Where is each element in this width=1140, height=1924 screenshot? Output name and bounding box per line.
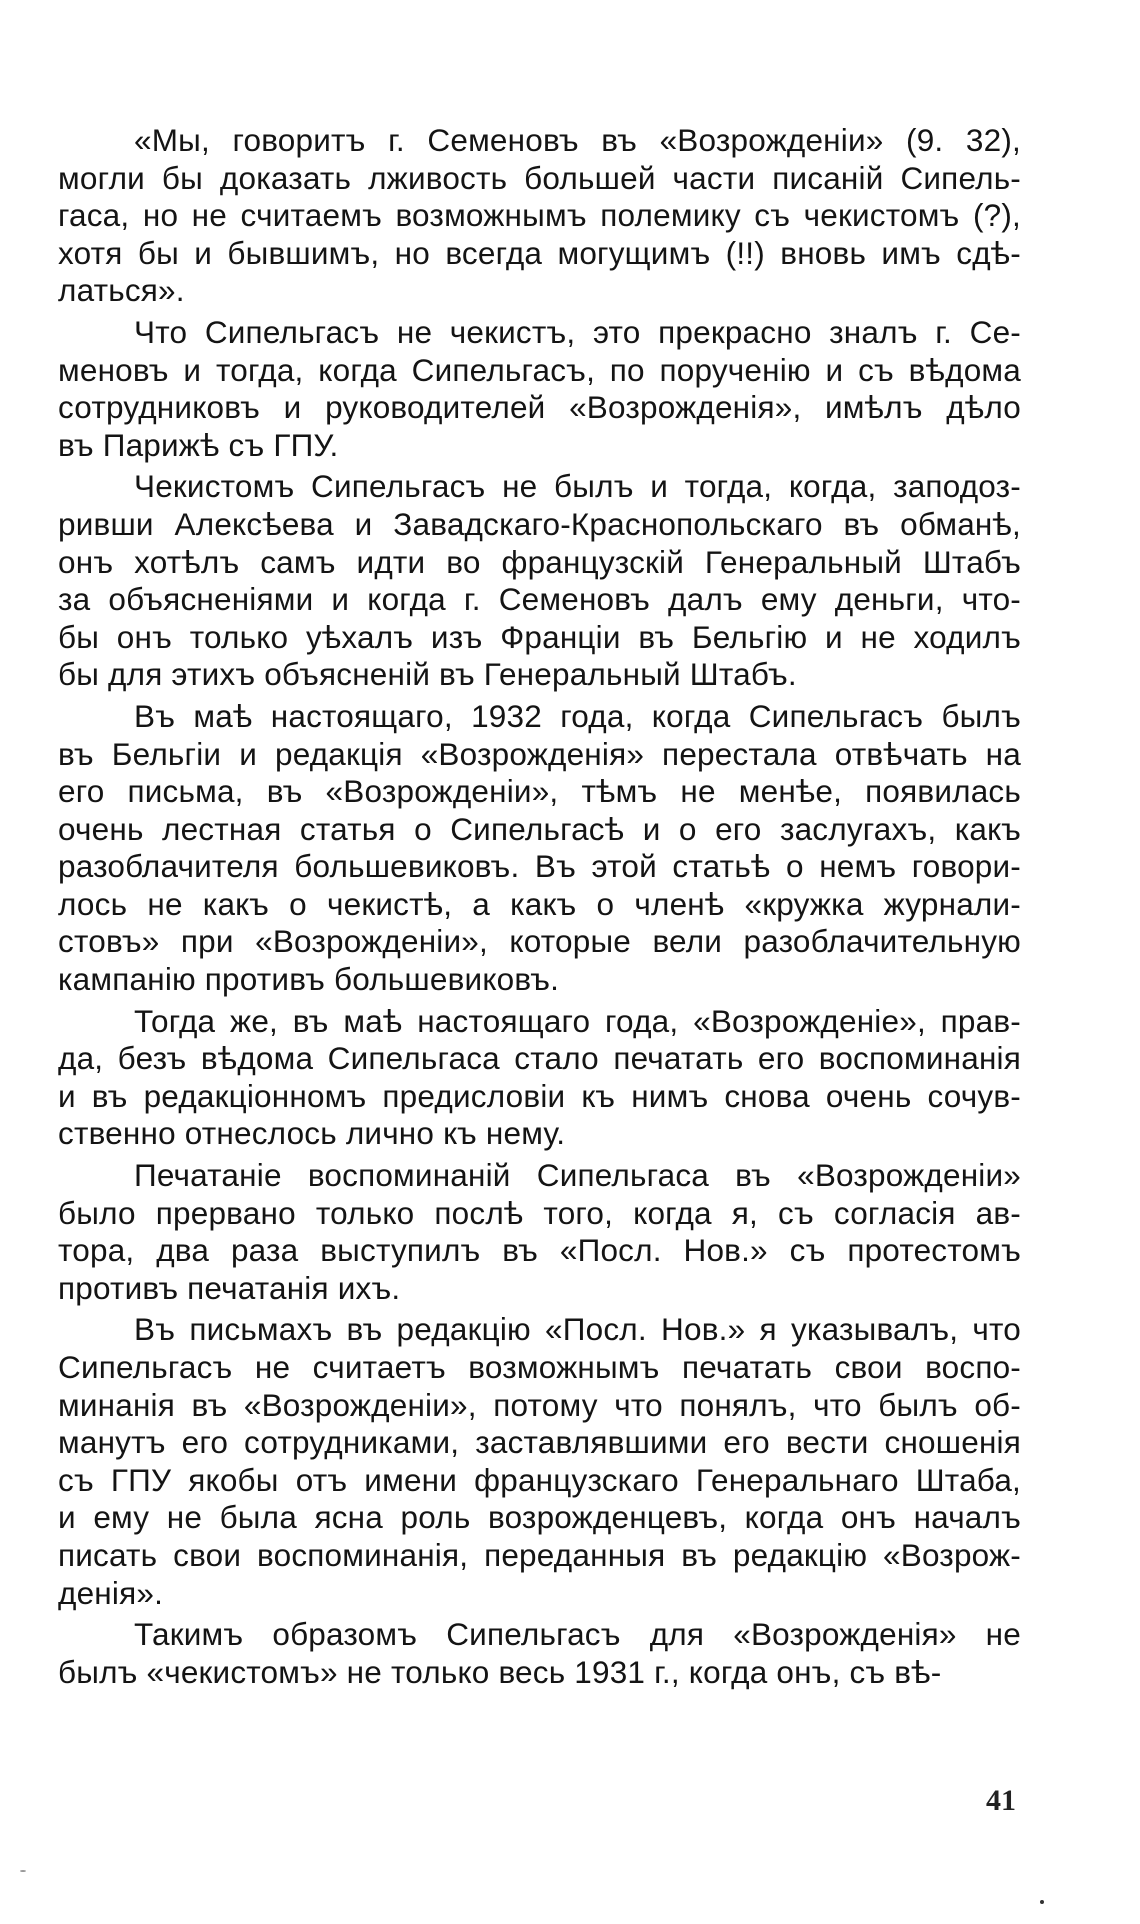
- scan-speck: [20, 1870, 26, 1872]
- text-line: латься».: [58, 272, 185, 309]
- text-line: сотрудниковъ и руководителей «Возрожденія», имѣлъ дѣло: [58, 389, 1021, 426]
- text-line: ривши Алексѣева и Завадскаго-Краснопольскаго въ обманѣ,: [58, 505, 1021, 542]
- text-line: и въ редакціонномъ предисловіи къ нимъ снова очень сочув-: [58, 1077, 1021, 1114]
- text-line: хотя бы и бывшимъ, но всегда могущимъ (!!) вновь имъ сдѣ-: [58, 234, 1021, 271]
- paragraph: [58, 1003, 1021, 1153]
- text-line: за объясненіями и когда г. Семеновъ далъ ему деньги, что-: [58, 581, 1021, 618]
- page-number: 41: [986, 1784, 1016, 1817]
- text-line: манутъ его сотрудниками, заставлявшими его вести сношенія: [58, 1424, 1021, 1461]
- text-line: меновъ и тогда, когда Сипельгасъ, по порученію и съ вѣдома: [58, 351, 1021, 388]
- text-line: противъ печатанія ихъ.: [58, 1269, 401, 1306]
- text-line: писать свои воспоминанія, переданныя въ редакцію «Возрож-: [58, 1536, 1021, 1573]
- body-text: [58, 122, 1021, 1695]
- scan-speck: [1040, 1900, 1044, 1904]
- text-line: кампанію противъ большевиковъ.: [58, 961, 560, 998]
- paragraph: [58, 1311, 1021, 1612]
- paragraph: [58, 122, 1021, 310]
- text-line: съ ГПУ якобы отъ имени французскаго Генеральнаго Штаба,: [58, 1461, 1021, 1498]
- text-line: гаса, но не считаемъ возможнымъ полемику съ чекистомъ (?),: [58, 197, 1021, 234]
- text-line: могли бы доказать лживость большей части писаній Сипель-: [58, 159, 1021, 196]
- text-line: тора, два раза выступилъ въ «Посл. Нов.» съ протестомъ: [58, 1232, 1021, 1269]
- text-line: Что Сипельгасъ не чекистъ, это прекрасно зналъ г. Се-: [134, 313, 1021, 350]
- paragraph: [58, 314, 1021, 464]
- text-line: и ему не была ясна роль возрожденцевъ, когда онъ началъ: [58, 1499, 1021, 1536]
- paragraph: [58, 698, 1021, 999]
- text-line: Сипельгасъ не считаетъ возможнымъ печатать свои воспо-: [58, 1349, 1021, 1385]
- text-line: да, безъ вѣдома Сипельгаса стало печатать его воспоминанія: [58, 1040, 1021, 1077]
- text-line: Тогда же, въ маѣ настоящаго года, «Возрожденіе», прав-: [134, 1002, 1021, 1039]
- text-line: «Мы, говоритъ г. Семеновъ въ «Возрожденіи» (9. 32),: [134, 122, 1021, 158]
- text-line: Въ письмахъ въ редакцію «Посл. Нов.» я указывалъ, что: [134, 1311, 1021, 1348]
- text-line: лось не какъ о чекистѣ, а какъ о членѣ «кружка журнали-: [58, 885, 1021, 922]
- text-line: бы для этихъ объясненій въ Генеральный Штабъ.: [58, 656, 797, 693]
- text-line: стовъ» при «Возрожденіи», которые вели разоблачительную: [58, 923, 1021, 960]
- text-line: бы онъ только уѣхалъ изъ Франціи въ Бельгію и не ходилъ: [58, 618, 1021, 655]
- text-line: былъ «чекистомъ» не только весь 1931 г., когда онъ, съ вѣ-: [58, 1653, 942, 1690]
- text-line: въ Бельгіи и редакція «Возрожденія» перестала отвѣчать на: [58, 735, 1021, 772]
- paragraph: [58, 1616, 1021, 1691]
- text-line: въ Парижѣ съ ГПУ.: [58, 426, 339, 463]
- text-line: ственно отнеслось лично къ нему.: [58, 1115, 566, 1152]
- text-line: Такимъ образомъ Сипельгасъ для «Возрожденія» не: [134, 1616, 1021, 1653]
- text-line: очень лестная статья о Сипельгасѣ и о его заслугахъ, какъ: [58, 810, 1021, 847]
- paragraph: [58, 1157, 1021, 1307]
- text-line: минанія въ «Возрожденіи», потому что понялъ, что былъ об-: [58, 1386, 1021, 1423]
- text-line: онъ хотѣлъ самъ идти во французскій Генеральный Штабъ: [58, 543, 1021, 580]
- text-line: Печатаніе воспоминаній Сипельгаса въ «Возрожденіи»: [134, 1157, 1021, 1194]
- paragraph: [58, 468, 1021, 694]
- text-line: Въ маѣ настоящаго, 1932 года, когда Сипельгасъ былъ: [134, 697, 1021, 734]
- text-line: было прервано только послѣ того, когда я, съ согласія ав-: [58, 1194, 1021, 1231]
- text-line: его письма, въ «Возрожденіи», тѣмъ не менѣе, появилась: [58, 773, 1021, 810]
- text-line: разоблачителя большевиковъ. Въ этой статьѣ о немъ говори-: [58, 848, 1021, 885]
- text-line: денія».: [58, 1574, 164, 1611]
- text-line: Чекистомъ Сипельгасъ не былъ и тогда, когда, заподоз-: [134, 468, 1021, 505]
